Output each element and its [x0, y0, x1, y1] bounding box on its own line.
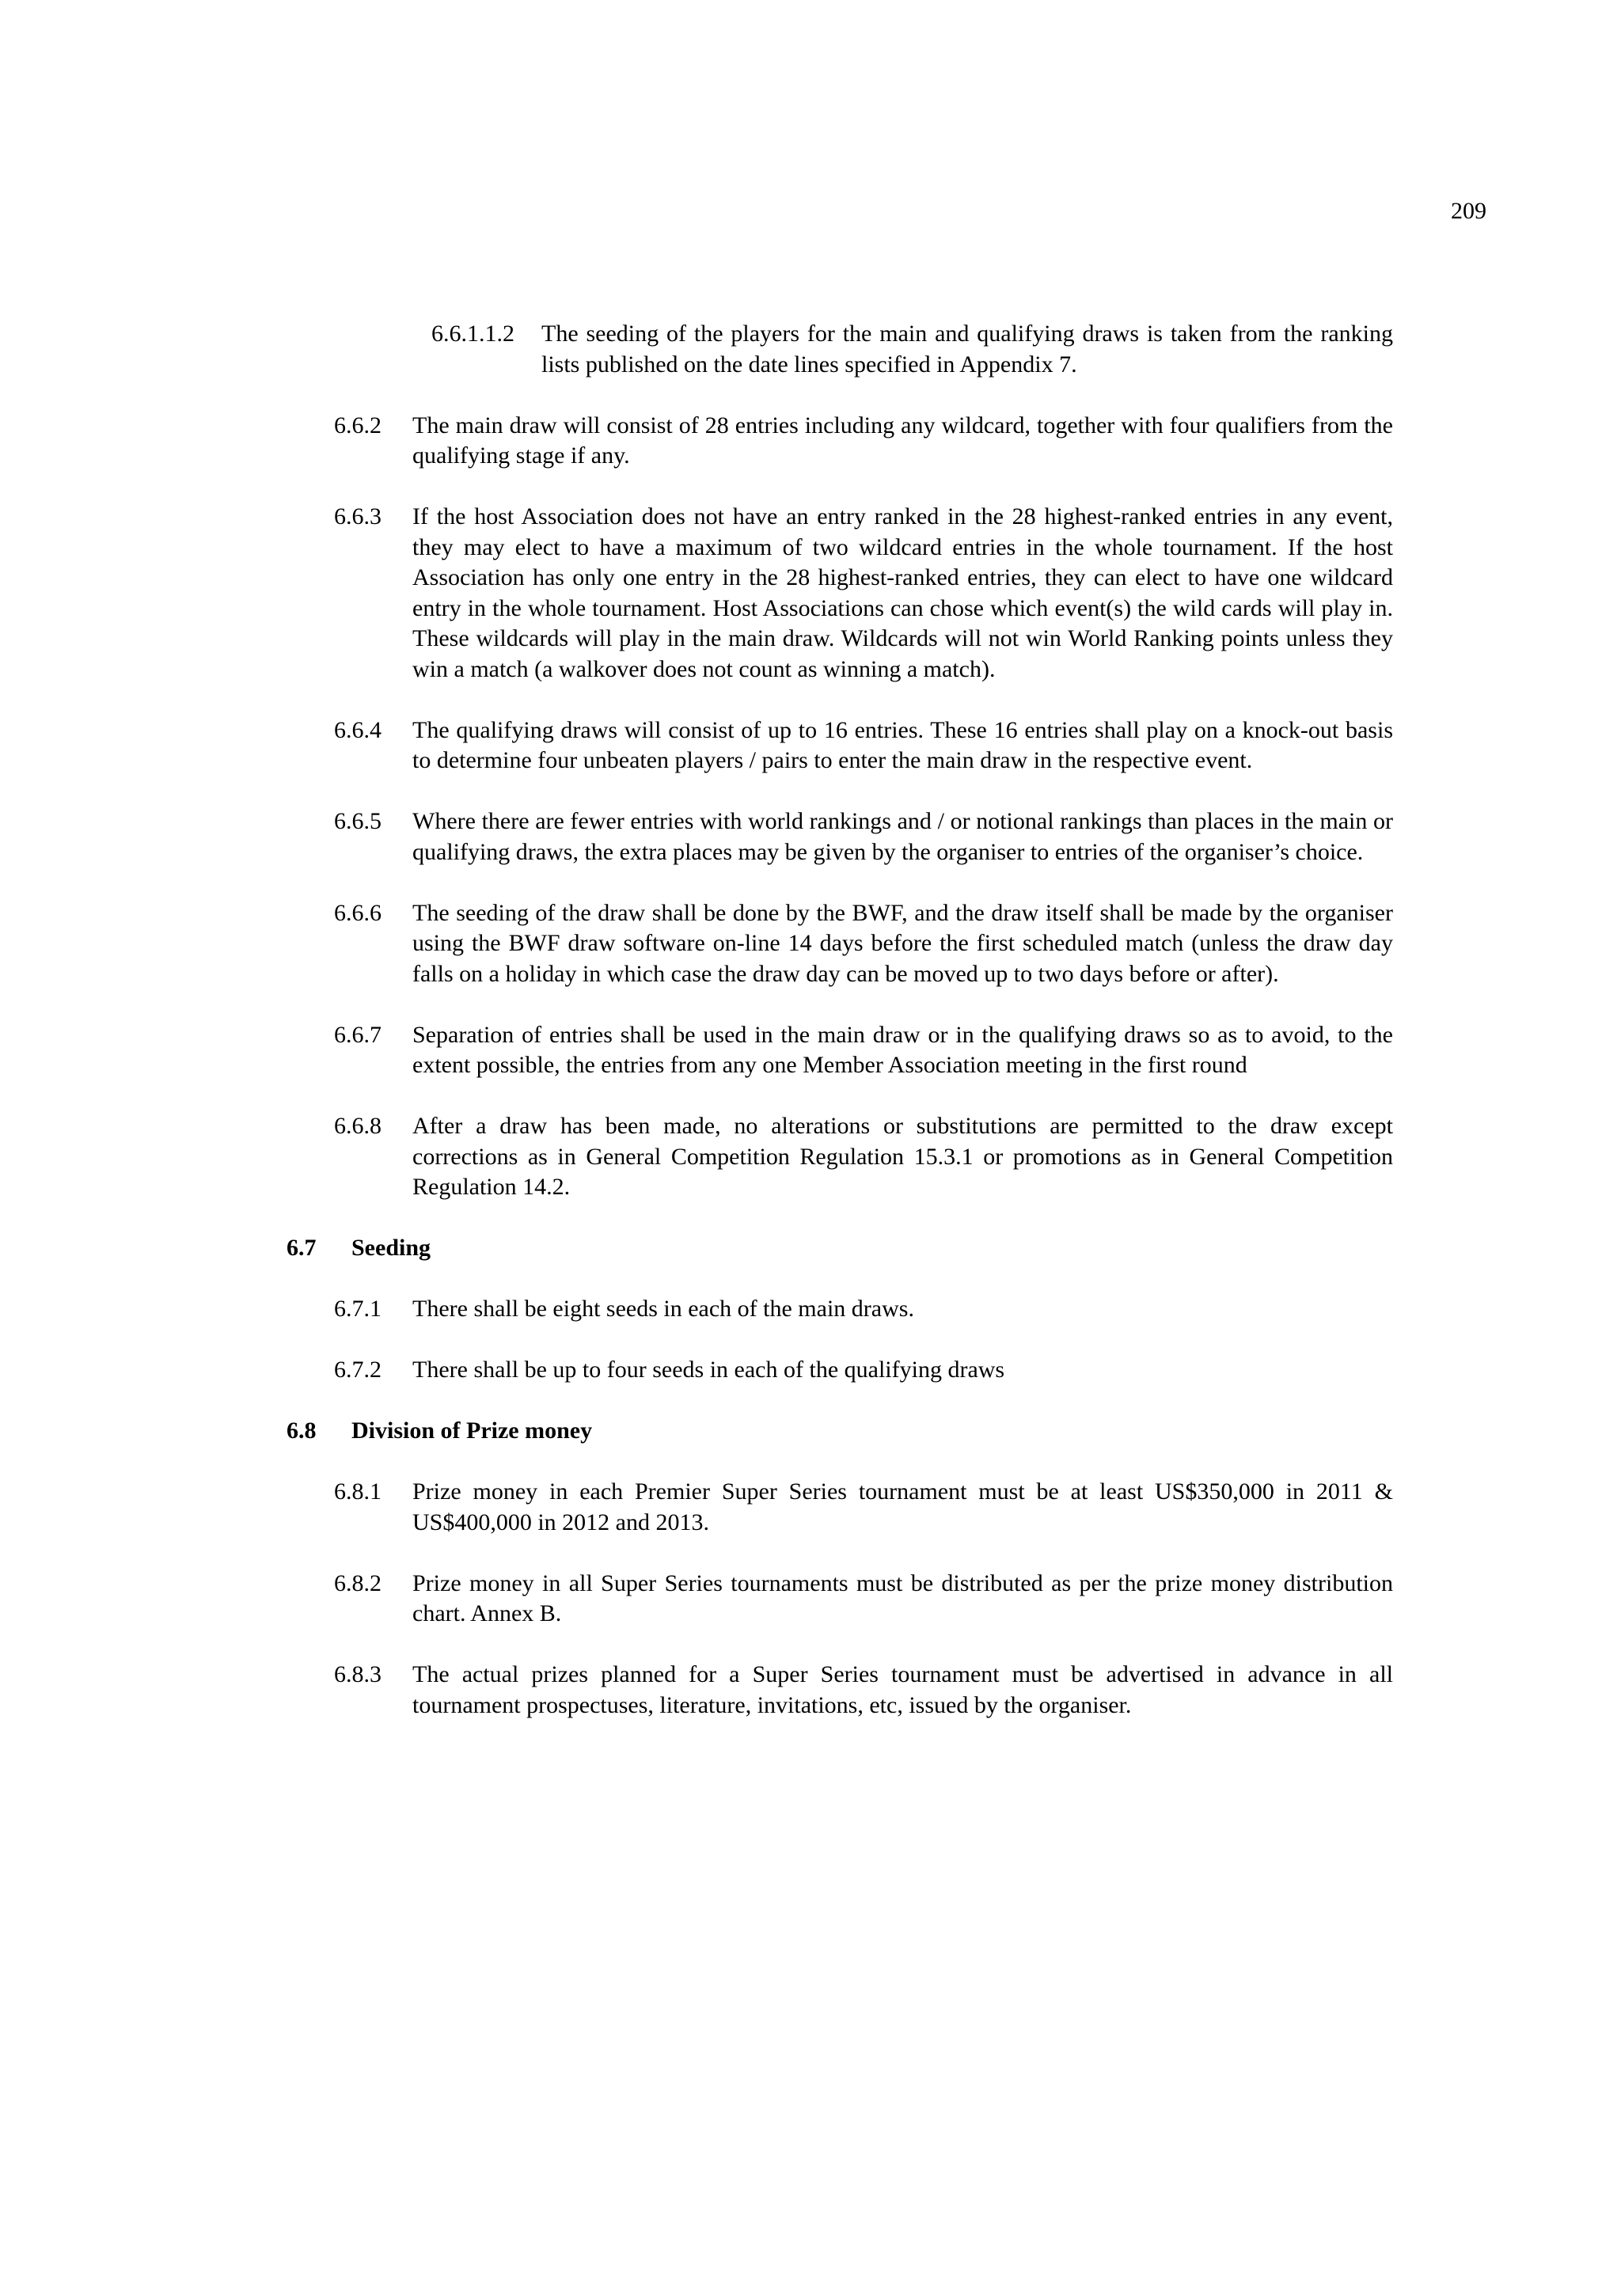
clause-text: The main draw will consist of 28 entries including any wildcard, together with four qualifiers from the qualifying stage if any.: [412, 412, 1393, 469]
clause-number: 6.6.5: [334, 808, 382, 834]
section-number: 6.8: [287, 1417, 317, 1444]
clause-6-6-2: [287, 411, 1393, 472]
section-number: 6.7: [287, 1235, 317, 1261]
document-body: [287, 319, 1393, 1751]
clause-6-8-2: [287, 1569, 1393, 1630]
clause-6-6-8: [287, 1111, 1393, 1203]
clause-text: Separation of entries shall be used in the main draw or in the qualifying draws so as to avoid, to the extent possible, the entries from any one Member Association meeting in the first round: [412, 1021, 1393, 1078]
section-heading-seeding: [287, 1233, 1393, 1264]
clause-number: 6.8.1: [334, 1478, 382, 1505]
clause-text: Where there are fewer entries with world rankings and / or notional rankings than places in the main or qualifying draws, the extra places may be given by the organiser to entries of the organiser’s choice.: [412, 808, 1393, 865]
clause-6-6-6: [287, 898, 1393, 990]
clause-number: 6.7.1: [334, 1296, 382, 1322]
clause-text: After a draw has been made, no alterations or substitutions are permitted to the draw except corrections as in General Competition Regulation 15.3.1 or promotions as in General Competition Regulation 14.2.: [412, 1113, 1393, 1200]
clause-text: The actual prizes planned for a Super Series tournament must be advertised in advance in all tournament prospectuses, literature, invitations, etc, issued by the organiser.: [412, 1661, 1393, 1718]
clause-6-7-1: [287, 1294, 1393, 1325]
clause-number: 6.7.2: [334, 1357, 382, 1383]
clause-number: 6.6.4: [334, 716, 382, 743]
clause-number: 6.6.2: [334, 412, 382, 438]
clause-text: There shall be up to four seeds in each of the qualifying draws: [412, 1357, 1005, 1383]
clause-number: 6.8.3: [334, 1661, 382, 1687]
clause-6-7-2: [287, 1355, 1393, 1386]
clause-number: 6.6.1.1.2: [431, 321, 514, 347]
clause-text: If the host Association does not have an entry ranked in the 28 highest-ranked entries in any event, they may elect to have a maximum of two wildcard entries in the whole tournament. If the host Association has only one entry in the 28 highest-ranked entries, they can elect to have one wildcard entry in the whole tournament. Host Associations can chose which event(s) the wild cards will play in. These wildcards will play in the main draw. Wildcards will not win World Ranking points unless they win a match (a walkover does not count as winning a match).: [412, 503, 1393, 682]
clause-text: Prize money in all Super Series tournaments must be distributed as per the prize money distribution chart. Annex B.: [412, 1569, 1393, 1626]
clause-number: 6.6.7: [334, 1021, 382, 1048]
clause-text: The seeding of the players for the main and qualifying draws is taken from the ranking lists published on the date lines specified in Appendix 7.: [541, 321, 1393, 378]
section-title: Division of Prize money: [351, 1417, 593, 1444]
clause-text: The seeding of the draw shall be done by the BWF, and the draw itself shall be made by the organiser using the BWF draw software on-line 14 days before the first scheduled match (unless the draw day falls on a holiday in which case the draw day can be moved up to two days before or after).: [412, 899, 1393, 987]
clause-number: 6.6.3: [334, 503, 382, 529]
clause-number: 6.6.8: [334, 1113, 382, 1139]
page-number: 209: [1451, 198, 1486, 224]
clause-6-8-1: [287, 1477, 1393, 1538]
section-heading-prize-money: [287, 1416, 1393, 1447]
clause-6-6-7: [287, 1020, 1393, 1081]
clause-number: 6.6.6: [334, 899, 382, 926]
clause-text: The qualifying draws will consist of up to 16 entries. These 16 entries shall play on a knock-out basis to determine four unbeaten players / pairs to enter the main draw in the respective event.: [412, 716, 1393, 773]
clause-6-8-3: [287, 1660, 1393, 1721]
clause-text: Prize money in each Premier Super Series tournament must be at least US$350,000 in 2011 & US$400,000 in 2012 and 2013.: [412, 1478, 1393, 1535]
clause-6-6-1-1-2: [287, 319, 1393, 380]
clause-6-6-5: [287, 806, 1393, 867]
clause-6-6-3: [287, 502, 1393, 685]
section-title: Seeding: [351, 1235, 431, 1261]
clause-number: 6.8.2: [334, 1569, 382, 1596]
clause-text: There shall be eight seeds in each of the main draws.: [412, 1296, 914, 1322]
clause-6-6-4: [287, 715, 1393, 776]
